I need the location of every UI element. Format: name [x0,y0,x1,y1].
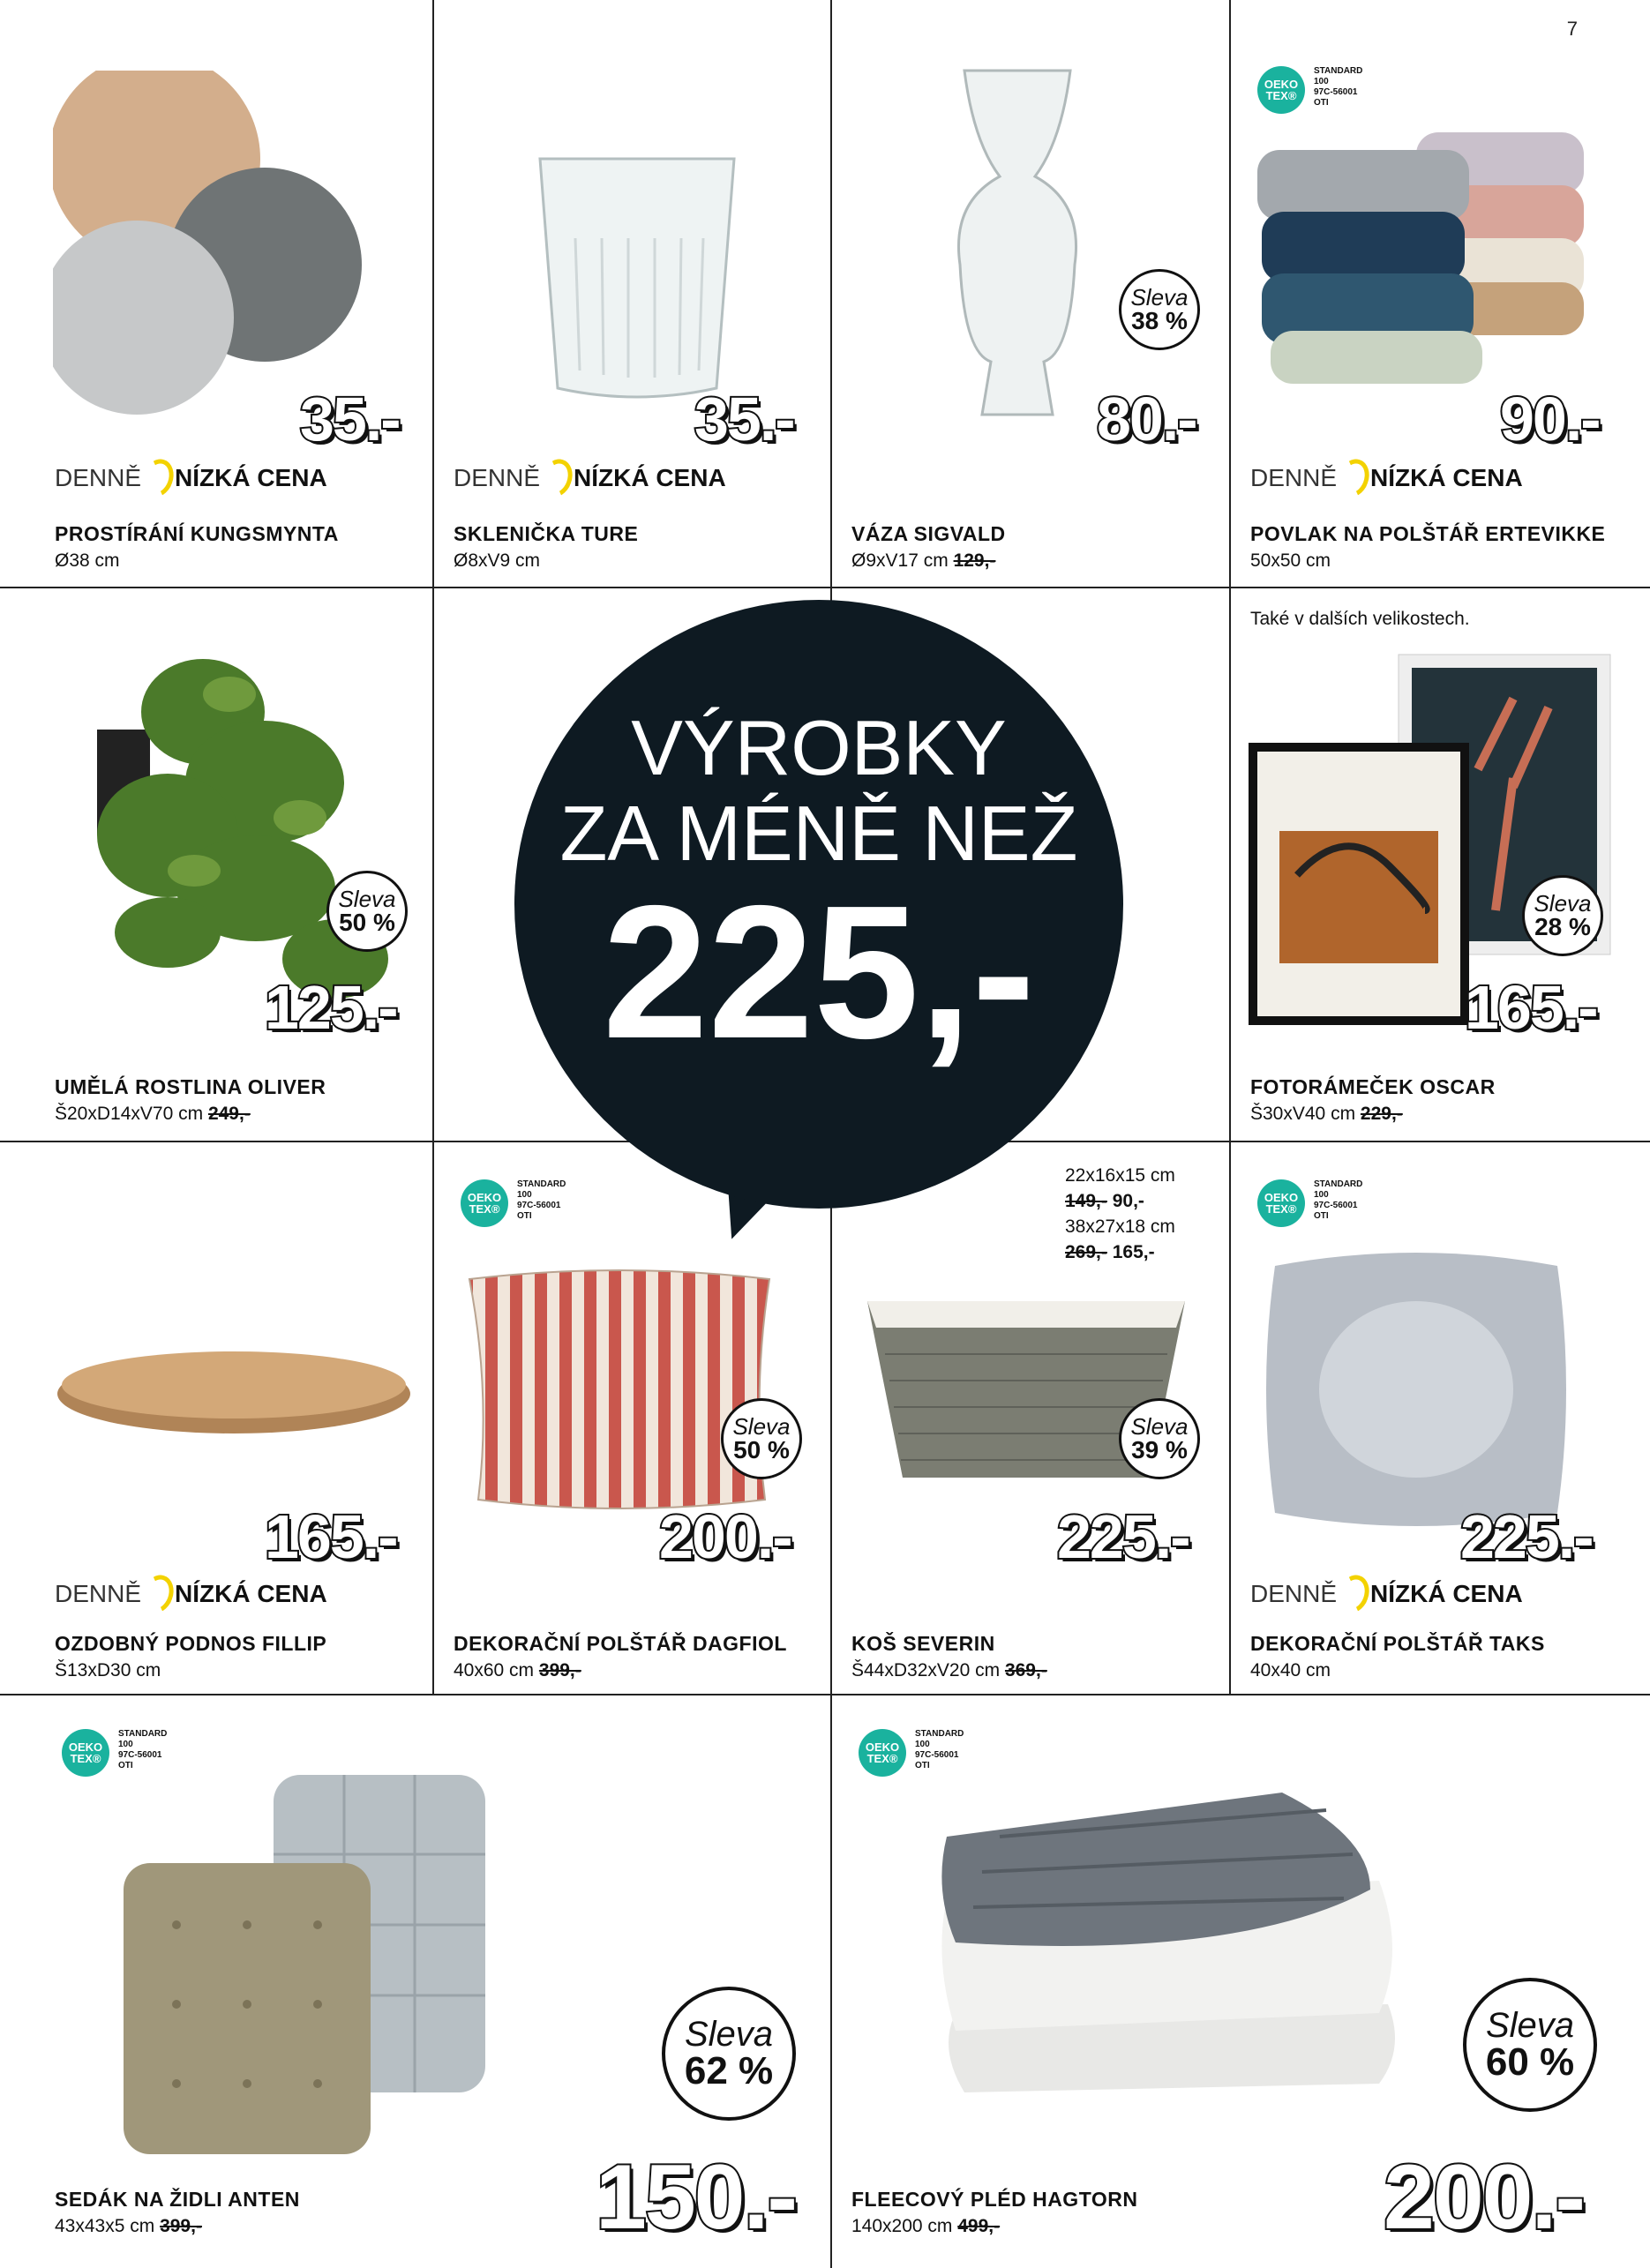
product-title: UMĚLÁ ROSTLINA OLIVER [55,1075,326,1098]
denne-nizka-cena-badge: DENNĚ NÍZKÁ CENA [55,1575,327,1613]
price: 225.- [1460,1502,1593,1571]
product-dimensions: 40x60 cm 399,- [454,1660,581,1680]
striped-pillow-image [461,1261,796,1517]
product-dimensions: Š44xD32xV20 cm 369,- [851,1660,1047,1680]
oeko-tex-badge: OEKO TEX® STANDARD 100 97C-56001 OTI [1257,1179,1362,1227]
product-card-sigvald[interactable] [841,0,1227,587]
sun-arc-icon [138,455,179,502]
product-dimensions: 140x200 cm 499,- [851,2216,1001,2236]
product-card-taks[interactable] [1240,1142,1628,1694]
artificial-plant-image [62,641,415,1012]
product-card-oliver[interactable] [44,588,432,1141]
oeko-tex-badge: OEKO TEX® STANDARD 100 97C-56001 OTI [859,1729,964,1777]
price: 150.- [596,2146,797,2249]
product-dimensions: Š13xD30 cm [55,1660,161,1680]
denne-nizka-cena-badge: DENNĚ NÍZKÁ CENA [55,459,327,498]
denne-nizka-cena-badge: DENNĚ NÍZKÁ CENA [454,459,726,498]
product-dimensions: 40x40 cm [1250,1660,1331,1680]
oeko-tex-badge: OEKO TEX® STANDARD 100 97C-56001 OTI [62,1729,167,1777]
product-title: SEDÁK NA ŽIDLI ANTEN [55,2188,300,2211]
price: 125.- [265,973,397,1042]
product-title: KOŠ SEVERIN [851,1632,995,1655]
price: 90.- [1500,385,1600,453]
product-title: PROSTÍRÁNÍ KUNGSMYNTA [55,522,339,545]
product-title: FLEECOVÝ PLÉD HAGTORN [851,2188,1138,2211]
promo-line-1: VÝROBKY [631,704,1007,791]
promo-line-2: ZA MÉNĚ NEŽ [559,789,1078,877]
divider [1229,0,1231,1694]
price: 80.- [1097,385,1196,453]
price: 225.- [1057,1502,1189,1571]
product-title: FOTORÁMEČEK OSCAR [1250,1075,1496,1098]
product-card-kungsmynta[interactable] [44,0,432,587]
faux-fur-pillow-image [1257,1248,1575,1531]
price: 165.- [265,1502,397,1571]
product-title: DEKORAČNÍ POLŠTÁŘ TAKS [1250,1632,1545,1655]
product-title: DEKORAČNÍ POLŠTÁŘ DAGFIOL [454,1632,787,1655]
size-note: Také v dalších velikostech. [1250,609,1470,629]
product-card-fillip[interactable] [44,1142,432,1694]
product-dimensions: Š20xD14xV70 cm 249,- [55,1104,251,1124]
product-dimensions: Ø8xV9 cm [454,550,541,571]
product-dimensions: Š30xV40 cm 229,- [1250,1104,1403,1124]
price: 35.- [300,385,400,453]
product-card-anten[interactable] [44,1695,829,2268]
price: 35.- [694,385,794,453]
seat-cushion-image [106,1766,503,2172]
product-card-oscar[interactable] [1240,588,1628,1141]
discount-badge: Sleva 50 % [721,1398,802,1479]
product-card-hagtorn[interactable] [841,1695,1628,2268]
page-number: 7 [1566,18,1578,40]
product-dimensions: 43x43x5 cm 399,- [55,2216,202,2236]
price: 200.- [1384,2146,1585,2249]
product-card-ertevikke[interactable] [1240,0,1628,587]
product-title: SKLENIČKA TURE [454,522,639,545]
product-title: VÁZA SIGVALD [851,522,1006,545]
discount-badge: Sleva 39 % [1119,1398,1200,1479]
product-dimensions: Ø38 cm [55,550,120,571]
denne-nizka-cena-badge: DENNĚ NÍZKÁ CENA [1250,1575,1523,1613]
pillow-stack-image [1249,132,1619,397]
product-card-ture[interactable] [443,0,829,587]
oeko-tex-badge: OEKO TEX® STANDARD 100 97C-56001 OTI [461,1179,566,1227]
fleece-blanket-image [929,1784,1406,2101]
sun-arc-icon [138,1571,179,1618]
promo-text [514,704,1123,1078]
glass-image [531,150,761,406]
discount-badge: Sleva 50 % [326,871,408,952]
price: 165.- [1465,973,1597,1042]
wooden-tray-image [53,1328,424,1451]
divider [432,0,434,1694]
product-title: POVLAK NA POLŠTÁŘ ERTEVIKKE [1250,522,1606,545]
vase-image [929,62,1106,423]
basket-sizes: 22x16x15 cm 149,- 90,- 38x27x18 cm 269,- 165,- [1065,1165,1175,1262]
sun-arc-icon [1333,455,1375,502]
discount-badge: Sleva 60 % [1463,1978,1597,2112]
product-title: OZDOBNÝ PODNOS FILLIP [55,1632,327,1655]
price: 200.- [659,1502,791,1571]
product-dimensions: Ø9xV17 cm 129,- [851,550,996,571]
oeko-tex-badge: OEKO TEX® STANDARD 100 97C-56001 OTI [1257,66,1362,114]
discount-badge: Sleva 38 % [1119,269,1200,350]
denne-nizka-cena-badge: DENNĚ NÍZKÁ CENA [1250,459,1523,498]
discount-badge: Sleva 62 % [662,1987,796,2121]
sun-arc-icon [1333,1571,1375,1618]
discount-badge: Sleva 28 % [1522,875,1603,956]
promo-price: 225,- [602,865,1036,1078]
sun-arc-icon [536,455,578,502]
product-dimensions: 50x50 cm [1250,550,1331,571]
